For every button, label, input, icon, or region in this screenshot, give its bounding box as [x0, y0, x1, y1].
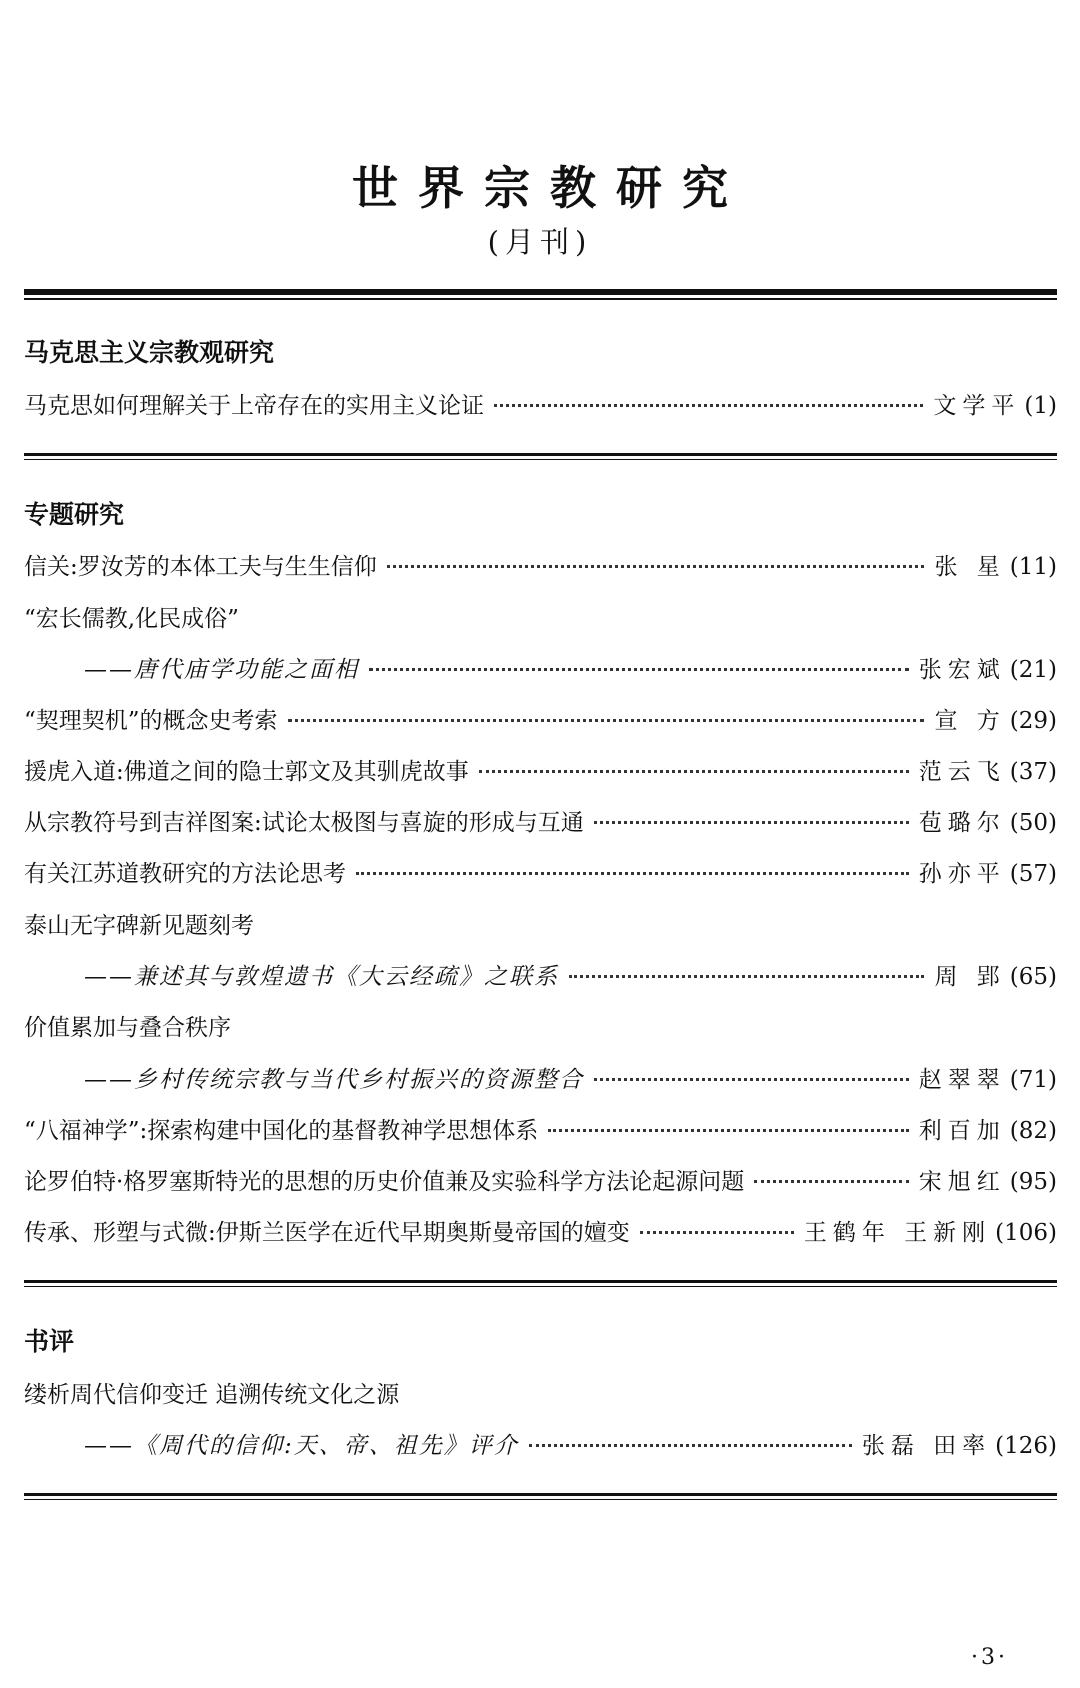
section-heading-marxism: 马克思主义宗教观研究	[24, 338, 275, 367]
journal-subtitle: (月刊)	[487, 225, 593, 259]
entry-title[interactable]: 价值累加与叠合秩序	[24, 1015, 231, 1041]
leader-dots	[569, 975, 924, 978]
entry-author: 利百加	[918, 1118, 1006, 1144]
toc-entry[interactable]	[24, 806, 1057, 840]
entry-title[interactable]: 缕析周代信仰变迁 追溯传统文化之源	[24, 1382, 400, 1408]
toc-entry[interactable]	[24, 704, 1057, 738]
entry-page: (50)	[1009, 810, 1057, 836]
leader-dots	[288, 719, 925, 722]
toc-entry[interactable]	[84, 1429, 1057, 1463]
toc-entry[interactable]	[84, 1063, 1057, 1097]
toc-entry[interactable]	[24, 550, 1057, 584]
entry-author: 张宏斌	[918, 657, 1006, 683]
entry-page: (21)	[1009, 657, 1057, 683]
entry-page: (126)	[995, 1433, 1057, 1459]
entry-subtitle: ——《周代的信仰:天、帝、祖先》评介	[84, 1433, 519, 1459]
section-divider	[24, 1280, 1057, 1287]
entry-title: 从宗教符号到吉祥图案:试论太极图与喜旋的形成与互通	[24, 810, 584, 836]
entry-author: 王鹤年 王新刚	[803, 1220, 992, 1246]
entry-author: 孙亦平	[918, 861, 1006, 887]
entry-author: 文学平	[933, 393, 1021, 419]
section-heading-special-topics: 专题研究	[24, 500, 125, 529]
entry-page: (29)	[1009, 708, 1057, 734]
toc-entry[interactable]	[24, 857, 1057, 891]
entry-title: 论罗伯特·格罗塞斯特光的思想的历史价值兼及实验科学方法论起源问题	[24, 1169, 745, 1195]
leader-dots	[369, 668, 909, 671]
entry-title: “八福神学”:探索构建中国化的基督教神学思想体系	[24, 1118, 539, 1144]
entry-title[interactable]: “宏长儒教,化民成俗”	[24, 606, 239, 632]
leader-dots	[640, 1231, 794, 1234]
entry-author: 宣 方	[934, 708, 1006, 734]
leader-dots	[479, 770, 909, 773]
entry-subtitle: ——唐代庙学功能之面相	[84, 657, 359, 683]
entry-page: (1)	[1024, 393, 1057, 419]
leader-dots	[356, 872, 909, 875]
entry-title: “契理契机”的概念史考索	[24, 708, 278, 734]
entry-title[interactable]: 泰山无字碑新见题刻考	[24, 913, 254, 939]
toc-entry[interactable]	[24, 389, 1057, 423]
entry-page: (11)	[1009, 554, 1057, 580]
entry-author: 范云飞	[918, 759, 1006, 785]
leader-dots	[754, 1180, 908, 1183]
leader-dots	[494, 404, 923, 407]
entry-author: 周 郢	[934, 964, 1006, 990]
entry-page: (37)	[1009, 759, 1057, 785]
leader-dots	[594, 821, 909, 824]
entry-page: (82)	[1009, 1118, 1057, 1144]
toc-entry[interactable]	[84, 960, 1057, 994]
journal-title: 世界宗教研究	[352, 161, 748, 215]
entry-author: 宋旭红	[918, 1169, 1006, 1195]
leader-dots	[594, 1078, 909, 1081]
entry-subtitle: ——乡村传统宗教与当代乡村振兴的资源整合	[84, 1067, 584, 1093]
entry-page: (95)	[1009, 1169, 1057, 1195]
entry-subtitle: ——兼述其与敦煌遗书《大云经疏》之联系	[84, 964, 559, 990]
leader-dots	[548, 1129, 909, 1132]
top-divider	[24, 289, 1057, 300]
entry-title: 马克思如何理解关于上帝存在的实用主义论证	[24, 393, 484, 419]
entry-title: 传承、形塑与式微:伊斯兰医学在近代早期奥斯曼帝国的嬗变	[24, 1220, 630, 1246]
toc-entry[interactable]	[24, 1165, 1057, 1199]
section-heading-book-review: 书评	[24, 1327, 75, 1356]
entry-author: 张 星	[934, 554, 1006, 580]
page-number: ·3·	[971, 1645, 1008, 1670]
leader-dots	[529, 1444, 852, 1447]
entry-author: 苞璐尔	[918, 810, 1006, 836]
entry-title: 援虎入道:佛道之间的隐士郭文及其驯虎故事	[24, 759, 469, 785]
toc-entry[interactable]	[24, 1114, 1057, 1148]
entry-page: (106)	[995, 1220, 1057, 1246]
leader-dots	[387, 565, 925, 568]
entry-title: 有关江苏道教研究的方法论思考	[24, 861, 346, 887]
entry-author: 赵翠翠	[918, 1067, 1006, 1093]
entry-author: 张磊 田率	[861, 1433, 992, 1459]
toc-entry[interactable]	[24, 1216, 1057, 1250]
bottom-divider	[24, 1493, 1057, 1500]
entry-page: (57)	[1009, 861, 1057, 887]
entry-title: 信关:罗汝芳的本体工夫与生生信仰	[24, 554, 377, 580]
entry-page: (65)	[1009, 964, 1057, 990]
entry-page: (71)	[1009, 1067, 1057, 1093]
section-divider	[24, 453, 1057, 460]
toc-entry[interactable]	[84, 653, 1057, 687]
toc-entry[interactable]	[24, 755, 1057, 789]
